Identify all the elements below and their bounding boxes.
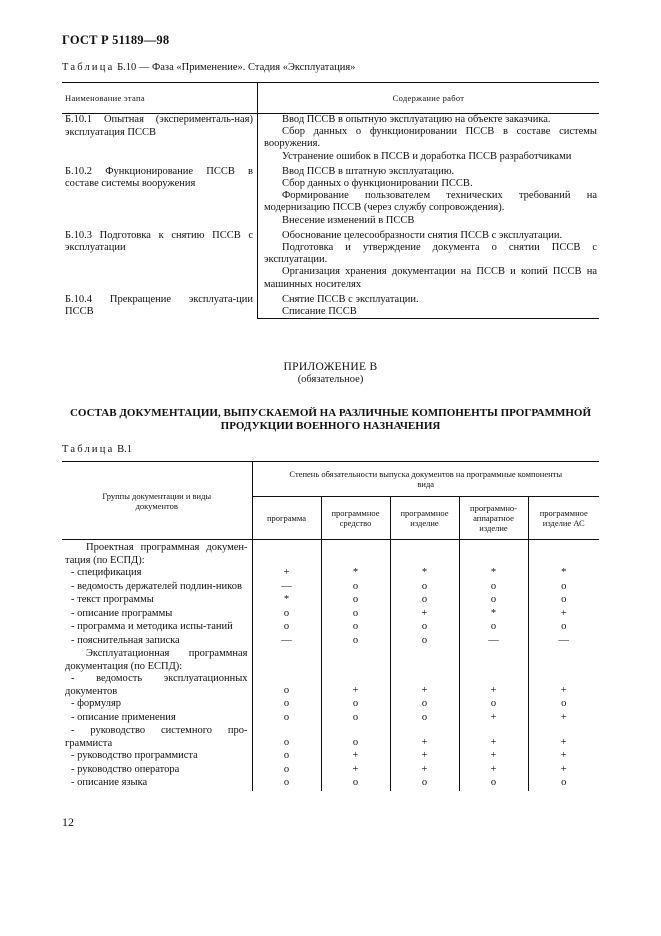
mark-cell: + [321, 764, 390, 778]
mark-cell: o [321, 621, 390, 635]
work-item: Обоснование целесообразности снятия ПССВ с эксплуатации. [282, 229, 563, 241]
mark-cell: o [528, 777, 599, 791]
table-row [62, 114, 599, 127]
appendix-heading-line1: СОСТАВ ДОКУМЕНТАЦИИ, ВЫПУСКАЕМОЙ НА РАЗЛИЧНЫЕ КОМПОНЕНТЫ ПРОГРАММНОЙ [69, 407, 592, 419]
works-cell [258, 266, 600, 290]
works-cell [258, 190, 600, 214]
table-row [62, 567, 599, 581]
document-header: ГОСТ Р 51189—98 [62, 33, 170, 47]
mark-cell: o [528, 581, 599, 595]
caption-text: В.1 [114, 444, 132, 455]
mark-cell: + [390, 750, 459, 764]
column-group-header: Степень обязательности выпуска документов на программные компоненты вида [252, 462, 599, 497]
table-row [62, 764, 599, 778]
mark-cell: + [528, 764, 599, 778]
column-header-groups: Группы документации и виды документов [62, 462, 252, 540]
mark-cell: + [321, 750, 390, 764]
page-number: 12 [62, 815, 74, 829]
mark-cell: o [459, 594, 528, 608]
mark-cell: o [321, 725, 390, 750]
works-cell [258, 114, 600, 127]
mark-cell [459, 648, 528, 673]
mark-cell: o [252, 725, 321, 750]
mark-cell: o [459, 777, 528, 791]
table-row [62, 594, 599, 608]
mark-cell: * [390, 567, 459, 581]
document-name-cell: - ведомость эксплуатационных документов [65, 673, 248, 697]
mark-cell: + [459, 712, 528, 726]
document-name-cell: - программа и методика испы-таний [71, 621, 233, 632]
document-name-cell: - спецификация [71, 567, 142, 578]
table-row [62, 725, 599, 750]
mark-cell: o [390, 581, 459, 595]
works-cell [258, 291, 600, 306]
caption-word: Таблица [62, 444, 115, 455]
mark-cell: o [321, 712, 390, 726]
mark-cell: — [459, 635, 528, 649]
table-row [62, 777, 599, 791]
works-cell [258, 178, 600, 190]
mark-cell: + [390, 608, 459, 622]
document-name-cell: - руководство системного про-граммиста [65, 725, 248, 749]
table-row [62, 635, 599, 649]
mark-cell: * [252, 594, 321, 608]
table-b10 [62, 82, 599, 319]
mark-cell: o [252, 608, 321, 622]
appendix-title: ПРИЛОЖЕНИЕ В [283, 361, 378, 373]
mark-cell [528, 648, 599, 673]
column-header-stage: Наименование этапа [62, 83, 258, 114]
mark-cell: + [459, 750, 528, 764]
mark-cell: + [528, 712, 599, 726]
column-header-2: программное средство [321, 497, 390, 540]
mark-cell: + [459, 673, 528, 698]
document-name-cell: - описание программы [71, 607, 173, 619]
mark-cell: o [390, 594, 459, 608]
works-cell [258, 215, 600, 227]
mark-cell [528, 540, 599, 568]
work-item: Списание ПССВ [282, 306, 357, 318]
table-b1 [62, 461, 599, 791]
column-header-5: программное изделие АС [528, 497, 599, 540]
appendix-heading-line2: ПРОДУКЦИИ ВОЕННОГО НАЗНАЧЕНИЯ [220, 420, 441, 432]
table-row [62, 648, 599, 673]
table-row [62, 608, 599, 622]
stage-cell: Б.10.2 Функционирование ПССВ в составе системы вооружения [62, 163, 258, 227]
column-header-works: Содержание работ [258, 83, 600, 114]
work-item: Подготовка и утверждение документа о снятии ПССВ с эксплуатации. [264, 242, 597, 266]
document-name-cell: - ведомость держателей подлин-ников [71, 580, 242, 592]
mark-cell: o [390, 621, 459, 635]
table-header-row [62, 83, 599, 114]
mark-cell: o [252, 698, 321, 712]
work-item: Устранение ошибок в ПССВ и доработка ПССВ разработчиками [282, 150, 572, 162]
mark-cell [252, 648, 321, 673]
mark-cell: * [459, 608, 528, 622]
document-name-cell: - текст программы [71, 594, 154, 605]
mark-cell: * [528, 567, 599, 581]
stage-cell: Б.10.3 Подготовка к снятию ПССВ с эксплуатации [62, 227, 258, 291]
mark-cell: o [528, 698, 599, 712]
works-cell [258, 306, 600, 319]
mark-cell: + [390, 764, 459, 778]
table-row [62, 750, 599, 764]
mark-cell: o [459, 698, 528, 712]
work-item: Снятие ПССВ с эксплуатации. [282, 293, 419, 305]
table-row [62, 540, 599, 568]
mark-cell: o [390, 635, 459, 649]
mark-cell: o [321, 698, 390, 712]
group-name-cell: Эксплуатационная программная документация (по ЕСПД): [65, 648, 248, 672]
mark-cell: — [528, 635, 599, 649]
work-item: Внесение изменений в ПССВ [282, 214, 415, 226]
mark-cell: o [321, 581, 390, 595]
mark-cell: o [459, 621, 528, 635]
mark-cell: o [528, 621, 599, 635]
mark-cell [321, 648, 390, 673]
mark-cell: + [252, 567, 321, 581]
document-name-cell: - описание применения [71, 711, 176, 723]
column-header-4: программно-аппаратное изделие [459, 497, 528, 540]
mark-cell [390, 648, 459, 673]
appendix-subtitle: (обязательное) [297, 374, 364, 385]
table-row [62, 673, 599, 698]
document-name-cell: - описание языка [71, 777, 148, 788]
stage-cell: Б.10.1 Опытная (эксперименталь-ная) эксплуатация ПССВ [62, 114, 258, 163]
work-item: Сбор данных о функционировании ПССВ. [282, 178, 473, 190]
mark-cell: + [528, 673, 599, 698]
table-row [62, 621, 599, 635]
mark-cell: o [390, 712, 459, 726]
mark-cell [252, 540, 321, 568]
mark-cell [321, 540, 390, 568]
mark-cell: o [252, 673, 321, 698]
group-name-cell: Проектная программная докумен-тация (по ЕСПД): [65, 542, 248, 566]
mark-cell: o [321, 608, 390, 622]
caption-word: Таблица [62, 62, 115, 73]
mark-cell: o [252, 712, 321, 726]
works-cell [258, 163, 600, 178]
works-cell [258, 227, 600, 242]
works-cell [258, 242, 600, 266]
table-row [62, 291, 599, 306]
document-name-cell: - руководство оператора [71, 763, 180, 775]
mark-cell: — [252, 581, 321, 595]
stage-cell: Б.10.4 Прекращение эксплуата-ции ПССВ [62, 291, 258, 319]
work-item: Формирование пользователем технических требований на модернизацию ПССВ (через службу сопровождения). [264, 190, 597, 214]
mark-cell: + [321, 673, 390, 698]
table-row [62, 581, 599, 595]
mark-cell: o [321, 594, 390, 608]
column-header-1: программа [252, 497, 321, 540]
mark-cell: o [252, 764, 321, 778]
mark-cell: o [459, 581, 528, 595]
table-row [62, 712, 599, 726]
mark-cell: + [390, 673, 459, 698]
table-row [62, 698, 599, 712]
works-cell [258, 126, 600, 150]
document-name-cell: - пояснительная записка [71, 634, 180, 646]
document-name-cell: - формуляр [71, 698, 122, 709]
mark-cell: o [321, 635, 390, 649]
mark-cell: + [390, 725, 459, 750]
mark-cell: — [252, 635, 321, 649]
mark-cell: o [528, 594, 599, 608]
table-b1-caption [62, 444, 132, 455]
mark-cell: + [459, 764, 528, 778]
table-b10-caption [62, 62, 355, 73]
mark-cell: + [528, 608, 599, 622]
work-item: Ввод ПССВ в штатную эксплуатацию. [282, 165, 455, 177]
document-name-cell: - руководство программиста [71, 750, 198, 761]
mark-cell: * [321, 567, 390, 581]
mark-cell: + [459, 725, 528, 750]
mark-cell: + [528, 725, 599, 750]
mark-cell: * [459, 567, 528, 581]
mark-cell [390, 540, 459, 568]
mark-cell [459, 540, 528, 568]
table-header-row [62, 462, 599, 497]
work-item: Организация хранения документации на ПССВ и копий ПССВ на машинных носителях [264, 266, 597, 290]
mark-cell: o [252, 750, 321, 764]
table-row [62, 163, 599, 178]
mark-cell: o [252, 621, 321, 635]
column-header-3: программное изделие [390, 497, 459, 540]
table-row [62, 227, 599, 242]
mark-cell: o [390, 698, 459, 712]
caption-text: Б.10 — Фаза «Применение». Стадия «Эксплуатация» [114, 62, 356, 73]
mark-cell: o [390, 777, 459, 791]
mark-cell: + [528, 750, 599, 764]
work-item: Ввод ПССВ в опытную эксплуатацию на объекте заказчика. [282, 114, 551, 125]
mark-cell: o [321, 777, 390, 791]
mark-cell: o [252, 777, 321, 791]
works-cell [258, 151, 600, 163]
work-item: Сбор данных о функционировании ПССВ в составе системы вооружения. [264, 126, 597, 150]
